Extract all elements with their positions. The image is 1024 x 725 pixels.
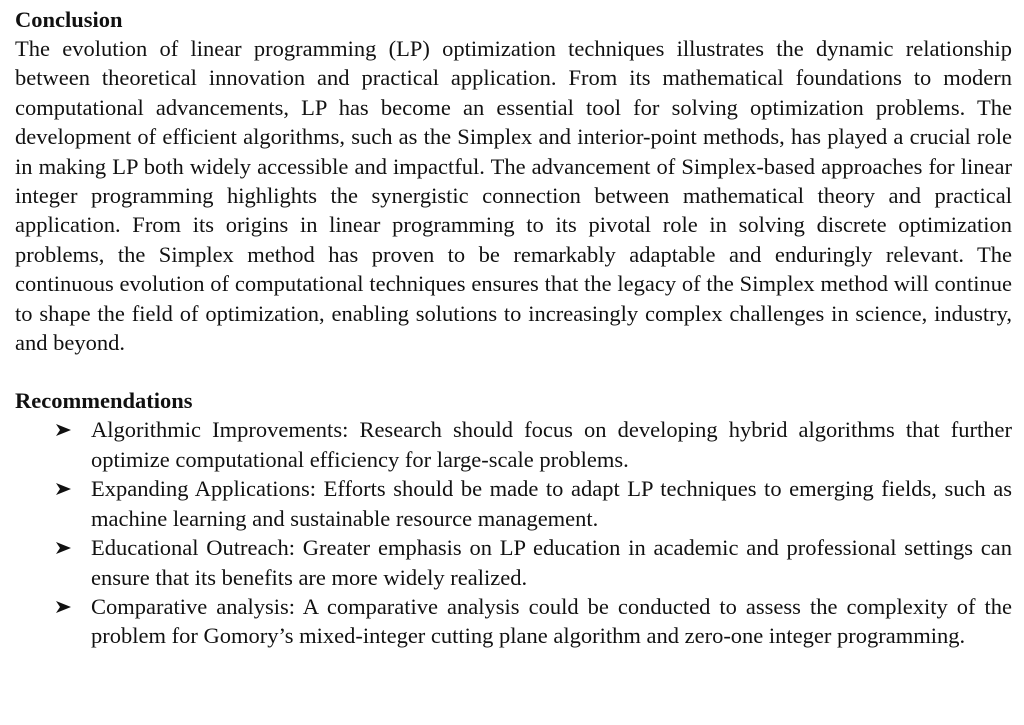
section-spacer [15, 357, 1012, 386]
arrowhead-bullet-icon [55, 592, 75, 621]
recommendations-list [15, 415, 1012, 650]
arrowhead-bullet-icon [55, 415, 75, 444]
recommendations-heading: Recommendations [15, 388, 193, 414]
recommendation-text: Algorithmic Improvements: Research should focus on developing hybrid algorithms that further optimize computational efficiency for large-scale problems. [91, 417, 1012, 472]
arrowhead-bullet-icon [55, 474, 75, 503]
arrowhead-bullet-icon [55, 533, 75, 562]
recommendation-text: Comparative analysis: A comparative analysis could be conducted to assess the complexity of the problem for Gomory’s mixed-integer cutting plane algorithm and zero-one integer programming. [91, 593, 1012, 649]
conclusion-paragraph: The evolution of linear programming (LP) optimization techniques illustrates the dynamic relationship between theoretical innovation and practical application. From its mathematical foundations to modern computational advancements, LP has become an essential tool for solving optimization problems. The development of efficient algorithms, such as the Simplex and interior-point methods, has played a crucial role in making LP both widely accessible and impactful. The advancement of Simplex-based approaches for linear integer programming highlights the synergistic connection between mathematical theory and practical application. From its origins in linear programming to its pivotal role in solving discrete optimization problems, the Simplex method has proven to be remarkably adaptable and enduringly relevant. The continuous evolution of computational techniques ensures that the legacy of the Simplex method will continue to shape the field of optimization, enabling solutions to increasingly complex challenges in science, industry, and beyond. [15, 36, 1012, 356]
recommendation-text: Expanding Applications: Efforts should be made to adapt LP techniques to emerging fields, such as machine learning and sustainable resource management. [91, 476, 1012, 531]
conclusion-heading: Conclusion [15, 7, 123, 32]
recommendation-text: Educational Outreach: Greater emphasis on LP education in academic and professional settings can ensure that its benefits are more widely realized. [91, 535, 1012, 590]
recommendation-item [15, 533, 1012, 592]
recommendations-section [15, 386, 1012, 650]
recommendation-item [15, 415, 1012, 474]
recommendation-item [15, 474, 1012, 533]
recommendation-item [15, 592, 1012, 651]
conclusion-section [15, 5, 1012, 357]
